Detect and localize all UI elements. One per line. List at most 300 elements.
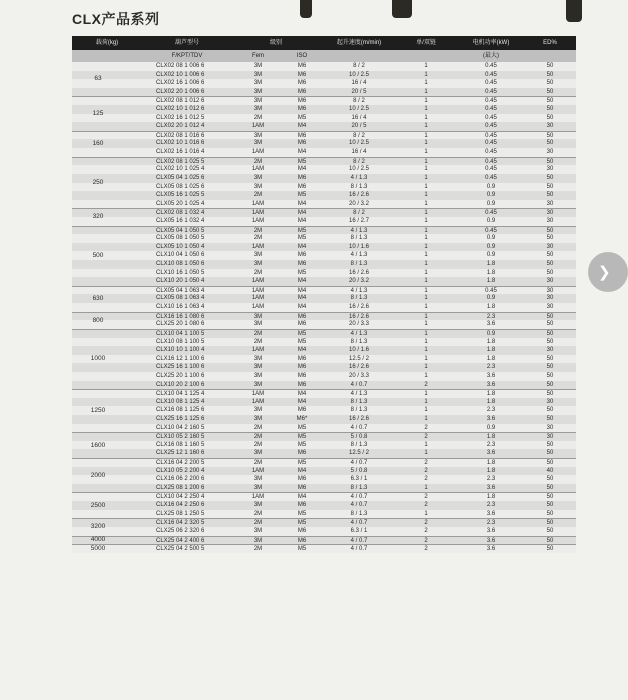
cell-power: 2.3 xyxy=(486,520,496,527)
cell-iso: M4 xyxy=(297,304,307,311)
cell-fem: 1AM xyxy=(251,210,265,217)
table-row xyxy=(72,294,576,303)
cell-iso: M6 xyxy=(297,476,307,483)
cell-fem: 3M xyxy=(253,381,263,388)
cell-model: CLX10 20 1 050 4 xyxy=(156,278,205,285)
cell-iso: M5 xyxy=(297,227,307,234)
cell-iso: M4 xyxy=(297,166,307,173)
cell-iso: M5 xyxy=(297,338,307,345)
cell-model: CLX02 20 1 012 4 xyxy=(156,123,205,130)
table-row xyxy=(72,139,576,148)
cell-speed: 4 / 1.3 xyxy=(350,252,368,259)
table-row xyxy=(72,157,576,166)
table-row xyxy=(72,492,576,501)
cell-iso: M6 xyxy=(297,537,307,544)
cell-power: 0.45 xyxy=(485,80,497,87)
cell-fem: 1AM xyxy=(251,467,265,474)
table-row xyxy=(72,381,576,390)
cell-falls: 2 xyxy=(424,460,428,467)
cell-speed: 16 / 2.6 xyxy=(348,313,369,320)
cell-power: 3.6 xyxy=(486,450,496,457)
cell-fem: 3M xyxy=(253,71,263,78)
cell-ed: 50 xyxy=(546,450,554,457)
cell-power: 0.45 xyxy=(485,174,497,181)
cell-power: 2.3 xyxy=(486,476,496,483)
cell-power: 1.8 xyxy=(486,338,496,345)
table-row xyxy=(72,527,576,536)
cell-ed: 50 xyxy=(546,338,554,345)
cell-power: 1.8 xyxy=(486,391,496,398)
cell-falls: 2 xyxy=(424,476,428,483)
cell-power: 2.3 xyxy=(486,364,496,371)
cell-iso: M4 xyxy=(297,287,307,294)
cell-speed: 6.3 / 1 xyxy=(350,476,368,483)
cell-ed: 50 xyxy=(546,269,554,276)
cell-fem: 2M xyxy=(253,441,263,448)
cell-model: CLX10 05 2 200 4 xyxy=(156,467,205,474)
cell-ed: 50 xyxy=(546,252,554,259)
cell-power: 0.45 xyxy=(485,88,497,95)
cell-ed: 50 xyxy=(546,132,554,139)
cell-speed: 16 / 4 xyxy=(351,114,367,121)
cell-ed: 50 xyxy=(546,183,554,190)
table-row xyxy=(72,536,576,545)
cell-falls: 2 xyxy=(424,537,428,544)
cell-falls: 1 xyxy=(424,123,428,130)
cell-falls: 2 xyxy=(424,502,428,509)
cell-falls: 1 xyxy=(424,364,428,371)
cell-falls: 1 xyxy=(424,269,428,276)
cell-model: CLX05 20 1 025 4 xyxy=(156,200,205,207)
cell-ed: 50 xyxy=(546,364,554,371)
header-model: 葫芦型号 xyxy=(174,40,199,46)
cell-speed: 10 / 2.5 xyxy=(348,106,369,113)
table-row xyxy=(72,148,576,157)
cell-speed: 16 / 2.6 xyxy=(348,415,369,422)
cell-power: 0.45 xyxy=(485,132,497,139)
cell-power: 0.9 xyxy=(486,243,496,250)
table-row xyxy=(72,165,576,174)
cell-falls: 2 xyxy=(424,434,428,441)
table-row xyxy=(72,424,576,433)
cell-falls: 1 xyxy=(424,98,428,105)
cell-model: CLX25 04 2 500 5 xyxy=(156,546,205,553)
cell-model: CLX10 04 1 050 6 xyxy=(156,252,205,259)
header-iso: ISO xyxy=(296,53,308,59)
cell-fem: 2M xyxy=(253,338,263,345)
table-row xyxy=(72,226,576,235)
cell-iso: M5 xyxy=(297,434,307,441)
cell-iso: M5 xyxy=(297,546,307,553)
cell-ed: 30 xyxy=(546,278,554,285)
cell-power: 0.45 xyxy=(485,166,497,173)
cell-ed: 30 xyxy=(546,217,554,224)
load-capacity-label: 630 xyxy=(92,295,104,303)
cell-ed: 50 xyxy=(546,140,554,147)
cell-ed: 50 xyxy=(546,502,554,509)
cell-ed: 50 xyxy=(546,527,554,534)
cell-falls: 1 xyxy=(424,132,428,139)
cell-falls: 1 xyxy=(424,407,428,414)
cell-fem: 2M xyxy=(253,158,263,165)
cell-ed: 50 xyxy=(546,484,554,491)
cell-power: 1.8 xyxy=(486,460,496,467)
cell-iso: M6 xyxy=(297,140,307,147)
cell-falls: 1 xyxy=(424,140,428,147)
cell-falls: 1 xyxy=(424,391,428,398)
table-row xyxy=(72,346,576,355)
cell-model: CLX05 04 1 025 6 xyxy=(156,174,205,181)
cell-model: CLX02 10 1 006 6 xyxy=(156,71,205,78)
cell-speed: 20 / 5 xyxy=(351,88,367,95)
cell-fem: 1AM xyxy=(251,123,265,130)
cell-iso: M6 xyxy=(297,174,307,181)
cell-power: 1.8 xyxy=(486,355,496,362)
table-row xyxy=(72,389,576,398)
cell-iso: M4 xyxy=(297,149,307,156)
cell-power: 0.45 xyxy=(485,123,497,130)
cell-ed: 50 xyxy=(546,460,554,467)
table-header-sub xyxy=(72,50,576,62)
cell-power: 0.45 xyxy=(485,149,497,156)
table-row xyxy=(72,260,576,269)
cell-fem: 2M xyxy=(253,114,263,121)
cell-speed: 20 / 3.3 xyxy=(348,372,369,379)
cell-power: 3.6 xyxy=(486,510,496,517)
cell-falls: 2 xyxy=(424,527,428,534)
cell-ed: 30 xyxy=(546,200,554,207)
cell-iso: M5 xyxy=(297,441,307,448)
cell-speed: 4 / 1.3 xyxy=(350,227,368,234)
cell-fem: 1AM xyxy=(251,149,265,156)
load-capacity-label: 2500 xyxy=(90,501,106,509)
cell-model: CLX05 04 1 063 4 xyxy=(156,287,205,294)
cell-model: CLX02 16 1 012 5 xyxy=(156,114,205,121)
cell-model: CLX05 16 1 032 4 xyxy=(156,217,205,224)
cell-speed: 8 / 1.3 xyxy=(350,484,368,491)
cell-iso: M6 xyxy=(297,527,307,534)
cell-speed: 4 / 0.7 xyxy=(350,537,368,544)
cell-fem: 1AM xyxy=(251,166,265,173)
cell-fem: 1AM xyxy=(251,278,265,285)
cell-ed: 30 xyxy=(546,424,554,431)
cell-model: CLX25 20 1 100 6 xyxy=(156,372,205,379)
cell-speed: 16 / 2.6 xyxy=(348,364,369,371)
cell-fem: 2M xyxy=(253,460,263,467)
cell-fem: 2M xyxy=(253,330,263,337)
cell-fem: 2M xyxy=(253,434,263,441)
header-model-sub: F/KPT/TDV xyxy=(171,53,203,59)
cell-fem: 1AM xyxy=(251,347,265,354)
cell-ed: 50 xyxy=(546,546,554,553)
cell-iso: M4 xyxy=(297,243,307,250)
cell-power: 0.9 xyxy=(486,424,496,431)
cell-model: CLX25 06 2 320 6 xyxy=(156,527,205,534)
cell-model: CLX16 08 1 125 6 xyxy=(156,407,205,414)
cell-model: CLX10 04 1 100 5 xyxy=(156,330,205,337)
cell-fem: 3M xyxy=(253,80,263,87)
cell-speed: 4 / 0.7 xyxy=(350,424,368,431)
cell-ed: 50 xyxy=(546,355,554,362)
cell-iso: M5 xyxy=(297,330,307,337)
cell-fem: 3M xyxy=(253,88,263,95)
cell-iso: M5 xyxy=(297,158,307,165)
cell-falls: 1 xyxy=(424,192,428,199)
cell-iso: M4 xyxy=(297,200,307,207)
cell-falls: 1 xyxy=(424,80,428,87)
cell-model: CLX25 08 1 200 6 xyxy=(156,484,205,491)
cell-iso: M5 xyxy=(297,460,307,467)
cell-model: CLX10 08 1 100 5 xyxy=(156,338,205,345)
cell-iso: M6 xyxy=(297,88,307,95)
table-row xyxy=(72,131,576,140)
table-row xyxy=(72,518,576,527)
cell-ed: 30 xyxy=(546,210,554,217)
cell-falls: 1 xyxy=(424,287,428,294)
cell-ed: 50 xyxy=(546,235,554,242)
cell-iso: M6 xyxy=(297,132,307,139)
cell-ed: 30 xyxy=(546,434,554,441)
cell-ed: 50 xyxy=(546,494,554,501)
load-capacity-label: 500 xyxy=(92,251,104,259)
cell-fem: 1AM xyxy=(251,243,265,250)
table-row xyxy=(72,105,576,114)
cell-falls: 1 xyxy=(424,415,428,422)
cell-model: CLX05 08 1 063 4 xyxy=(156,295,205,302)
cell-model: CLX10 04 2 160 5 xyxy=(156,424,205,431)
table-row xyxy=(72,88,576,97)
cell-fem: 3M xyxy=(253,372,263,379)
chevron-right-icon: ❯ xyxy=(598,264,611,281)
cell-power: 0.9 xyxy=(486,192,496,199)
cell-iso: M6 xyxy=(297,313,307,320)
cell-falls: 1 xyxy=(424,355,428,362)
cell-speed: 10 / 2.5 xyxy=(348,166,369,173)
cell-speed: 12.5 / 2 xyxy=(348,355,369,362)
cell-iso: M6 xyxy=(297,71,307,78)
cell-iso: M6* xyxy=(296,415,308,422)
cell-speed: 16 / 2.7 xyxy=(348,217,369,224)
cell-power: 0.45 xyxy=(485,98,497,105)
load-capacity-label: 1000 xyxy=(90,355,106,363)
cell-falls: 1 xyxy=(424,278,428,285)
cell-power: 1.8 xyxy=(486,434,496,441)
cell-speed: 8 / 2 xyxy=(353,158,365,165)
cell-speed: 8 / 1.3 xyxy=(350,441,368,448)
cell-speed: 16 / 4 xyxy=(351,149,367,156)
cell-power: 0.45 xyxy=(485,158,497,165)
cell-model: CLX05 10 1 050 4 xyxy=(156,243,205,250)
cell-iso: M4 xyxy=(297,278,307,285)
load-capacity-label: 125 xyxy=(92,109,104,117)
cell-falls: 1 xyxy=(424,484,428,491)
cell-speed: 4 / 0.7 xyxy=(350,494,368,501)
cell-model: CLX25 08 1 250 5 xyxy=(156,510,205,517)
cell-fem: 3M xyxy=(253,252,263,259)
cell-falls: 1 xyxy=(424,63,428,69)
cell-model: CLX25 12 1 160 6 xyxy=(156,450,205,457)
cell-iso: M6 xyxy=(297,372,307,379)
cell-fem: 1AM xyxy=(251,295,265,302)
cell-fem: 1AM xyxy=(251,398,265,405)
cell-power: 0.9 xyxy=(486,330,496,337)
cell-iso: M6 xyxy=(297,502,307,509)
cell-power: 0.9 xyxy=(486,252,496,259)
cell-iso: M6 xyxy=(297,106,307,113)
cell-iso: M5 xyxy=(297,235,307,242)
cell-falls: 1 xyxy=(424,441,428,448)
cell-ed: 30 xyxy=(546,398,554,405)
cell-power: 3.6 xyxy=(486,546,496,553)
cell-speed: 5 / 0.8 xyxy=(350,434,368,441)
cell-power: 1.8 xyxy=(486,304,496,311)
page-title: CLX产品系列 xyxy=(72,11,160,27)
cell-power: 2.3 xyxy=(486,441,496,448)
cell-ed: 50 xyxy=(546,321,554,328)
cell-ed: 50 xyxy=(546,510,554,517)
cell-speed: 8 / 1.3 xyxy=(350,235,368,242)
cell-ed: 30 xyxy=(546,347,554,354)
table-row xyxy=(72,312,576,321)
cell-power: 2.3 xyxy=(486,407,496,414)
cell-iso: M4 xyxy=(297,217,307,224)
cell-fem: 3M xyxy=(253,98,263,105)
cell-fem: 2M xyxy=(253,424,263,431)
cell-fem: 3M xyxy=(253,502,263,509)
cell-speed: 20 / 5 xyxy=(351,123,367,130)
product-image-fragment xyxy=(300,0,312,18)
cell-fem: 1AM xyxy=(251,200,265,207)
cell-ed: 50 xyxy=(546,106,554,113)
load-capacity-label: 3200 xyxy=(90,523,106,531)
cell-speed: 8 / 2 xyxy=(353,132,365,139)
cell-speed: 8 / 2 xyxy=(353,98,365,105)
cell-fem: 2M xyxy=(253,520,263,527)
cell-model: CLX05 08 1 050 5 xyxy=(156,235,205,242)
cell-speed: 4 / 1.3 xyxy=(350,174,368,181)
cell-iso: M6 xyxy=(297,355,307,362)
cell-ed: 30 xyxy=(546,304,554,311)
cell-fem: 3M xyxy=(253,450,263,457)
cell-power: 0.9 xyxy=(486,183,496,190)
cell-falls: 1 xyxy=(424,313,428,320)
cell-model: CLX25 04 2 400 6 xyxy=(156,537,205,544)
cell-model: CLX05 16 1 025 5 xyxy=(156,192,205,199)
cell-fem: 3M xyxy=(253,183,263,190)
cell-fem: 3M xyxy=(253,415,263,422)
table-row xyxy=(72,234,576,243)
cell-power: 1.8 xyxy=(486,467,496,474)
table-row xyxy=(72,114,576,123)
product-table-body xyxy=(72,62,576,553)
cell-speed: 10 / 2.5 xyxy=(348,71,369,78)
header-ed: ED% xyxy=(543,40,557,46)
cell-power: 2.3 xyxy=(486,502,496,509)
cell-fem: 3M xyxy=(253,140,263,147)
cell-power: 0.45 xyxy=(485,106,497,113)
cell-speed: 20 / 3.2 xyxy=(348,278,369,285)
cell-model: CLX10 04 1 125 4 xyxy=(156,391,205,398)
cell-iso: M5 xyxy=(297,424,307,431)
cell-model: CLX16 16 1 080 6 xyxy=(156,313,205,320)
cell-ed: 50 xyxy=(546,330,554,337)
cell-power: 0.45 xyxy=(485,210,497,217)
cell-ed: 50 xyxy=(546,476,554,483)
cell-power: 1.8 xyxy=(486,261,496,268)
cell-fem: 3M xyxy=(253,321,263,328)
table-row xyxy=(72,398,576,407)
cell-model: CLX16 06 2 200 6 xyxy=(156,476,205,483)
table-row xyxy=(72,458,576,467)
table-row xyxy=(72,96,576,105)
cell-fem: 3M xyxy=(253,484,263,491)
cell-iso: M5 xyxy=(297,510,307,517)
cell-falls: 1 xyxy=(424,114,428,121)
cell-falls: 1 xyxy=(424,330,428,337)
cell-model: CLX02 10 1 016 6 xyxy=(156,140,205,147)
cell-power: 0.9 xyxy=(486,295,496,302)
cell-power: 1.8 xyxy=(486,347,496,354)
cell-fem: 3M xyxy=(253,174,263,181)
cell-speed: 8 / 1.3 xyxy=(350,183,368,190)
cell-iso: M5 xyxy=(297,114,307,121)
table-row xyxy=(72,372,576,381)
cell-fem: 3M xyxy=(253,355,263,362)
cell-speed: 10 / 1.6 xyxy=(348,347,369,354)
cell-speed: 8 / 1.3 xyxy=(350,261,368,268)
cell-iso: M6 xyxy=(297,261,307,268)
cell-model: CLX16 04 2 250 6 xyxy=(156,502,205,509)
product-image-fragment xyxy=(566,0,582,22)
cell-speed: 16 / 2.6 xyxy=(348,304,369,311)
cell-fem: 1AM xyxy=(251,287,265,294)
cell-iso: M6 xyxy=(297,321,307,328)
cell-ed: 50 xyxy=(546,261,554,268)
table-row xyxy=(72,62,576,71)
cell-speed: 8 / 2 xyxy=(353,63,365,69)
cell-fem: 1AM xyxy=(251,391,265,398)
table-row xyxy=(72,183,576,192)
cell-iso: M6 xyxy=(297,450,307,457)
cell-model: CLX02 10 1 025 4 xyxy=(156,166,205,173)
next-page-button[interactable] xyxy=(588,252,628,292)
cell-ed: 30 xyxy=(546,287,554,294)
cell-model: CLX02 08 1 006 6 xyxy=(156,63,205,69)
load-capacity-label: 5000 xyxy=(90,545,106,553)
table-row xyxy=(72,277,576,286)
cell-power: 0.9 xyxy=(486,200,496,207)
load-capacity-label: 4000 xyxy=(90,536,106,544)
cell-speed: 8 / 2 xyxy=(353,210,365,217)
cell-falls: 2 xyxy=(424,424,428,431)
cell-falls: 1 xyxy=(424,106,428,113)
cell-ed: 50 xyxy=(546,313,554,320)
cell-speed: 8 / 1.3 xyxy=(350,510,368,517)
cell-ed: 50 xyxy=(546,537,554,544)
table-row xyxy=(72,338,576,347)
cell-ed: 50 xyxy=(546,381,554,388)
table-row xyxy=(72,303,576,312)
cell-falls: 1 xyxy=(424,510,428,517)
cell-power: 0.45 xyxy=(485,63,497,69)
table-row xyxy=(72,191,576,200)
header-fem: Fem xyxy=(252,53,264,59)
cell-iso: M6 xyxy=(297,80,307,87)
table-row xyxy=(72,449,576,458)
table-header-main xyxy=(72,36,576,50)
cell-ed: 50 xyxy=(546,441,554,448)
cell-model: CLX02 08 1 032 4 xyxy=(156,210,205,217)
